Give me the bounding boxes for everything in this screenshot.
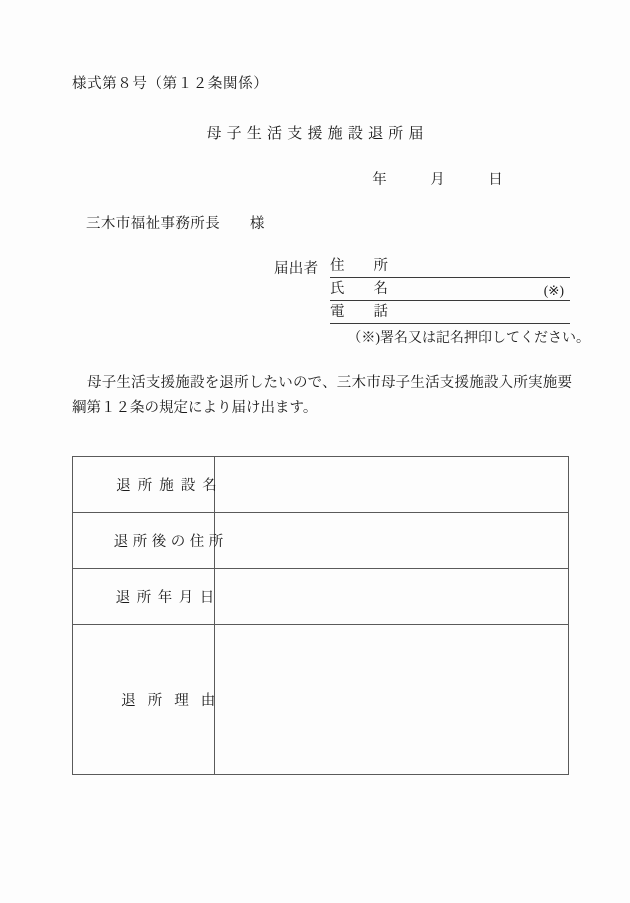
row-value-leave-date[interactable] (215, 569, 569, 625)
phone-field-row[interactable] (330, 301, 570, 324)
row-label-leave-reason-text: 退所理由 (121, 693, 228, 709)
page-title: 母子生活支援施設退所届 (206, 126, 429, 142)
address-field-label: 住 所 (330, 258, 388, 274)
row-label-leave-reason (73, 625, 228, 775)
addressee-line: 三木市福祉事務所長 様 (86, 216, 265, 232)
name-field-label: 氏 名 (330, 281, 388, 297)
row-value-facility-name[interactable] (215, 457, 569, 513)
name-field-mark: (※) (543, 283, 564, 298)
row-label-facility-name (73, 457, 224, 513)
address-field-row[interactable] (330, 255, 570, 278)
row-value-new-address[interactable] (215, 513, 569, 569)
entry-table (72, 456, 569, 775)
submitter-block (274, 255, 590, 346)
row-label-new-address (73, 513, 228, 569)
row-label-new-address-text: 退所後の住所 (113, 534, 228, 550)
phone-field-label: 電 話 (330, 304, 388, 320)
date-line: 年 月 日 (372, 172, 503, 188)
table-row (73, 569, 569, 625)
form-number: 様式第８号（第１２条関係） (72, 76, 269, 92)
submitter-block-label: 届出者 (274, 261, 319, 277)
signature-note: （※)署名又は記名押印してください。 (347, 331, 590, 346)
row-label-facility-name-text: 退所施設名 (116, 478, 224, 494)
name-field-row[interactable] (330, 278, 570, 301)
body-paragraph: 母子生活支援施設を退所したいので、三木市母子生活支援施設入所実施要綱第１２条の規定により届け出ます。 (72, 375, 572, 416)
table-row (73, 625, 569, 775)
row-label-leave-date-text: 退所年月日 (115, 590, 221, 606)
row-label-leave-date (73, 569, 221, 625)
row-value-leave-reason[interactable] (215, 625, 569, 775)
table-row (73, 457, 569, 513)
table-row (73, 513, 569, 569)
submitter-fields (330, 255, 570, 324)
